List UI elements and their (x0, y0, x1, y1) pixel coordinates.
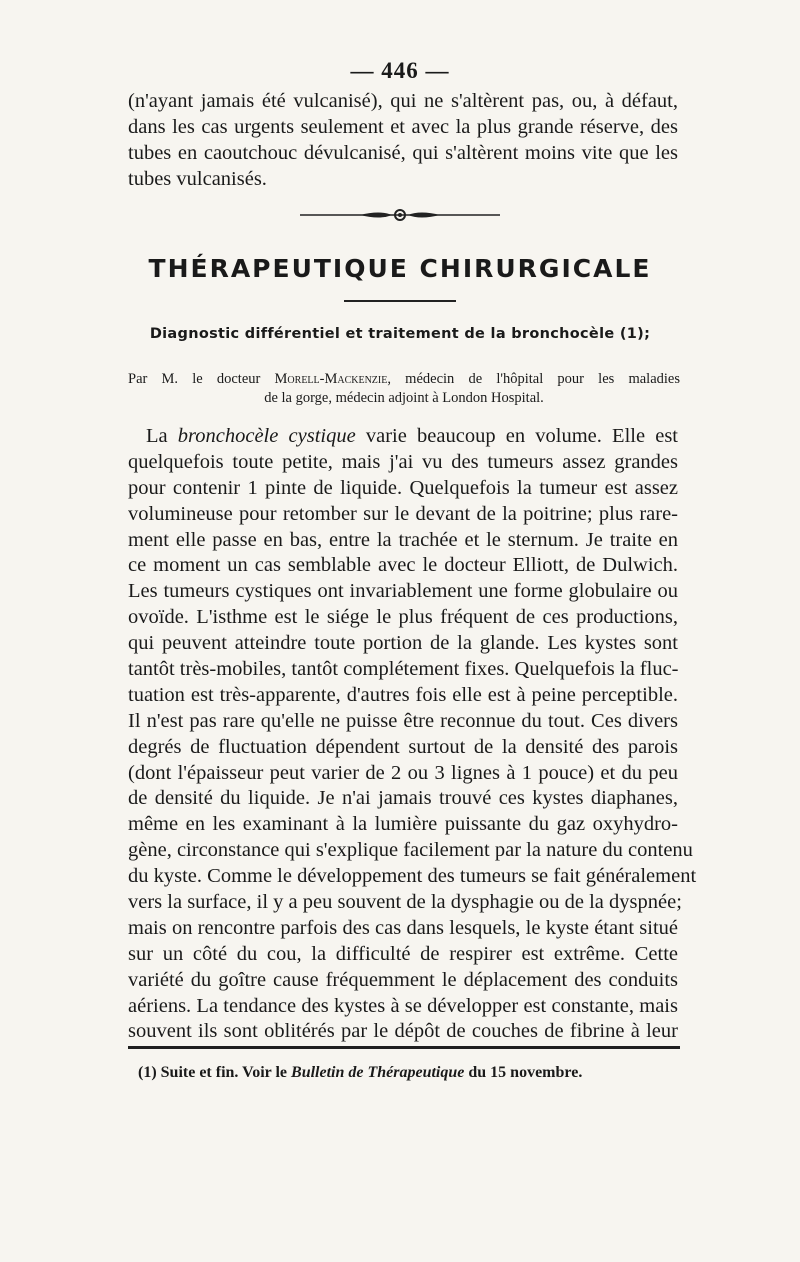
text-line: Il n'est pas rare qu'elle ne puisse être reconnue du tout. Ces divers (128, 709, 678, 732)
italic-term: bronchocèle cystique (177, 425, 356, 447)
text-line: souvent ils sont oblitérés par le dépôt de couches de fibrine à leur (128, 1020, 678, 1043)
text-line: variété du goître cause fréquemment le déplacement des conduits (128, 968, 678, 991)
text-line: degrés de fluctuation dépendent surtout de la densité des parois (128, 735, 678, 758)
text-line: tubes en caoutchouc dévulcanisé, qui s'altèrent moins vite que les (128, 142, 678, 164)
text-line: aériens. La tendance des kystes à se développer est constante, mais (128, 994, 678, 1017)
byline-rest: , médecin de l'hôpital pour les maladies (387, 371, 681, 387)
text-line: mais on rencontre parfois des cas dans lesquels, le kyste étant situé (128, 916, 678, 939)
continuation-paragraph (128, 88, 678, 192)
text-line: qui peuvent atteindre toute portion de la glande. Les kystes sont (128, 632, 678, 655)
footnote-marker: (1) (138, 1064, 157, 1081)
text-line: quelquefois toute petite, mais j'ai vu des tumeurs assez grandes (128, 450, 678, 473)
text-line: du kyste. Comme le développement des tumeurs se fait généralement (128, 865, 697, 888)
text-line: tantôt très-mobiles, tantôt complétement fixes. Quelquefois la fluc- (128, 658, 679, 681)
text-line: dans les cas urgents seulement et avec la plus grande réserve, des (128, 116, 678, 138)
text-line: vers la surface, il y a peu souvent de la dysphagie ou de la dyspnée; (128, 891, 682, 914)
page-number: — 446 — (350, 58, 450, 83)
footnote-text-before: Suite et fin. Voir le (160, 1064, 288, 1081)
author-name: Morell-Mackenzie (274, 371, 388, 387)
first-word: La (146, 425, 168, 447)
text-line: même en les examinant à la lumière puissante du gaz oxyhydro- (128, 813, 678, 836)
first-line-rest: varie beaucoup en volume. Elle est (365, 425, 678, 447)
text-line: tubes vulcanisés. (128, 168, 267, 190)
text-line: (dont l'épaisseur peut varier de 2 ou 3 lignes à 1 pouce) et du peu (128, 761, 678, 784)
text-line: (n'ayant jamais été vulcanisé), qui ne s'altèrent pas, ou, à défaut, (128, 90, 678, 112)
text-line: tuation est très-apparente, d'autres fois elle est à peine perceptible. (128, 683, 678, 706)
main-paragraph (128, 424, 697, 1045)
byline-line-1 (128, 370, 680, 389)
article-title: Diagnostic différentiel et traitement de la bronchocèle (1); (149, 326, 651, 342)
text-line: de densité du liquide. Je n'ai jamais trouvé ces kystes diaphanes, (128, 787, 678, 810)
text-line: ment elle passe en bas, entre la trachée et le sternum. Je traite en (128, 528, 678, 551)
title-rule (344, 300, 456, 302)
byline-line-2: de la gorge, médecin adjoint à London Hospital. (264, 390, 544, 406)
footnote-rule (128, 1046, 680, 1049)
text-line: ovoïde. L'isthme est le siége le plus fréquent de ces productions, (128, 606, 678, 629)
text-line-first (128, 424, 678, 450)
fleuron-ornament (300, 208, 500, 222)
byline-prefix: Par M. le docteur (128, 371, 261, 387)
text-line: ce moment un cas semblable avec le docteur Elliott, de Dulwich. (128, 554, 678, 577)
footnote-text-after: du 15 novembre. (468, 1064, 583, 1081)
text-line: sur un côté du cou, la difficulté de respirer est extrême. Cette (128, 942, 678, 965)
footnote (138, 1064, 678, 1082)
text-line: pour contenir 1 pinte de liquide. Quelquefois la tumeur est assez (128, 476, 678, 499)
byline (128, 370, 680, 408)
text-line: Les tumeurs cystiques ont invariablement une forme globulaire ou (128, 580, 678, 603)
text-line: volumineuse pour retomber sur le devant de la poitrine; plus rare- (128, 502, 678, 525)
footnote-italic: Bulletin de Thérapeutique (291, 1064, 465, 1081)
section-title: THÉRAPEUTIQUE CHIRURGICALE (148, 254, 652, 283)
text-line: gène, circonstance qui s'explique facilement par la nature du contenu (128, 839, 693, 862)
